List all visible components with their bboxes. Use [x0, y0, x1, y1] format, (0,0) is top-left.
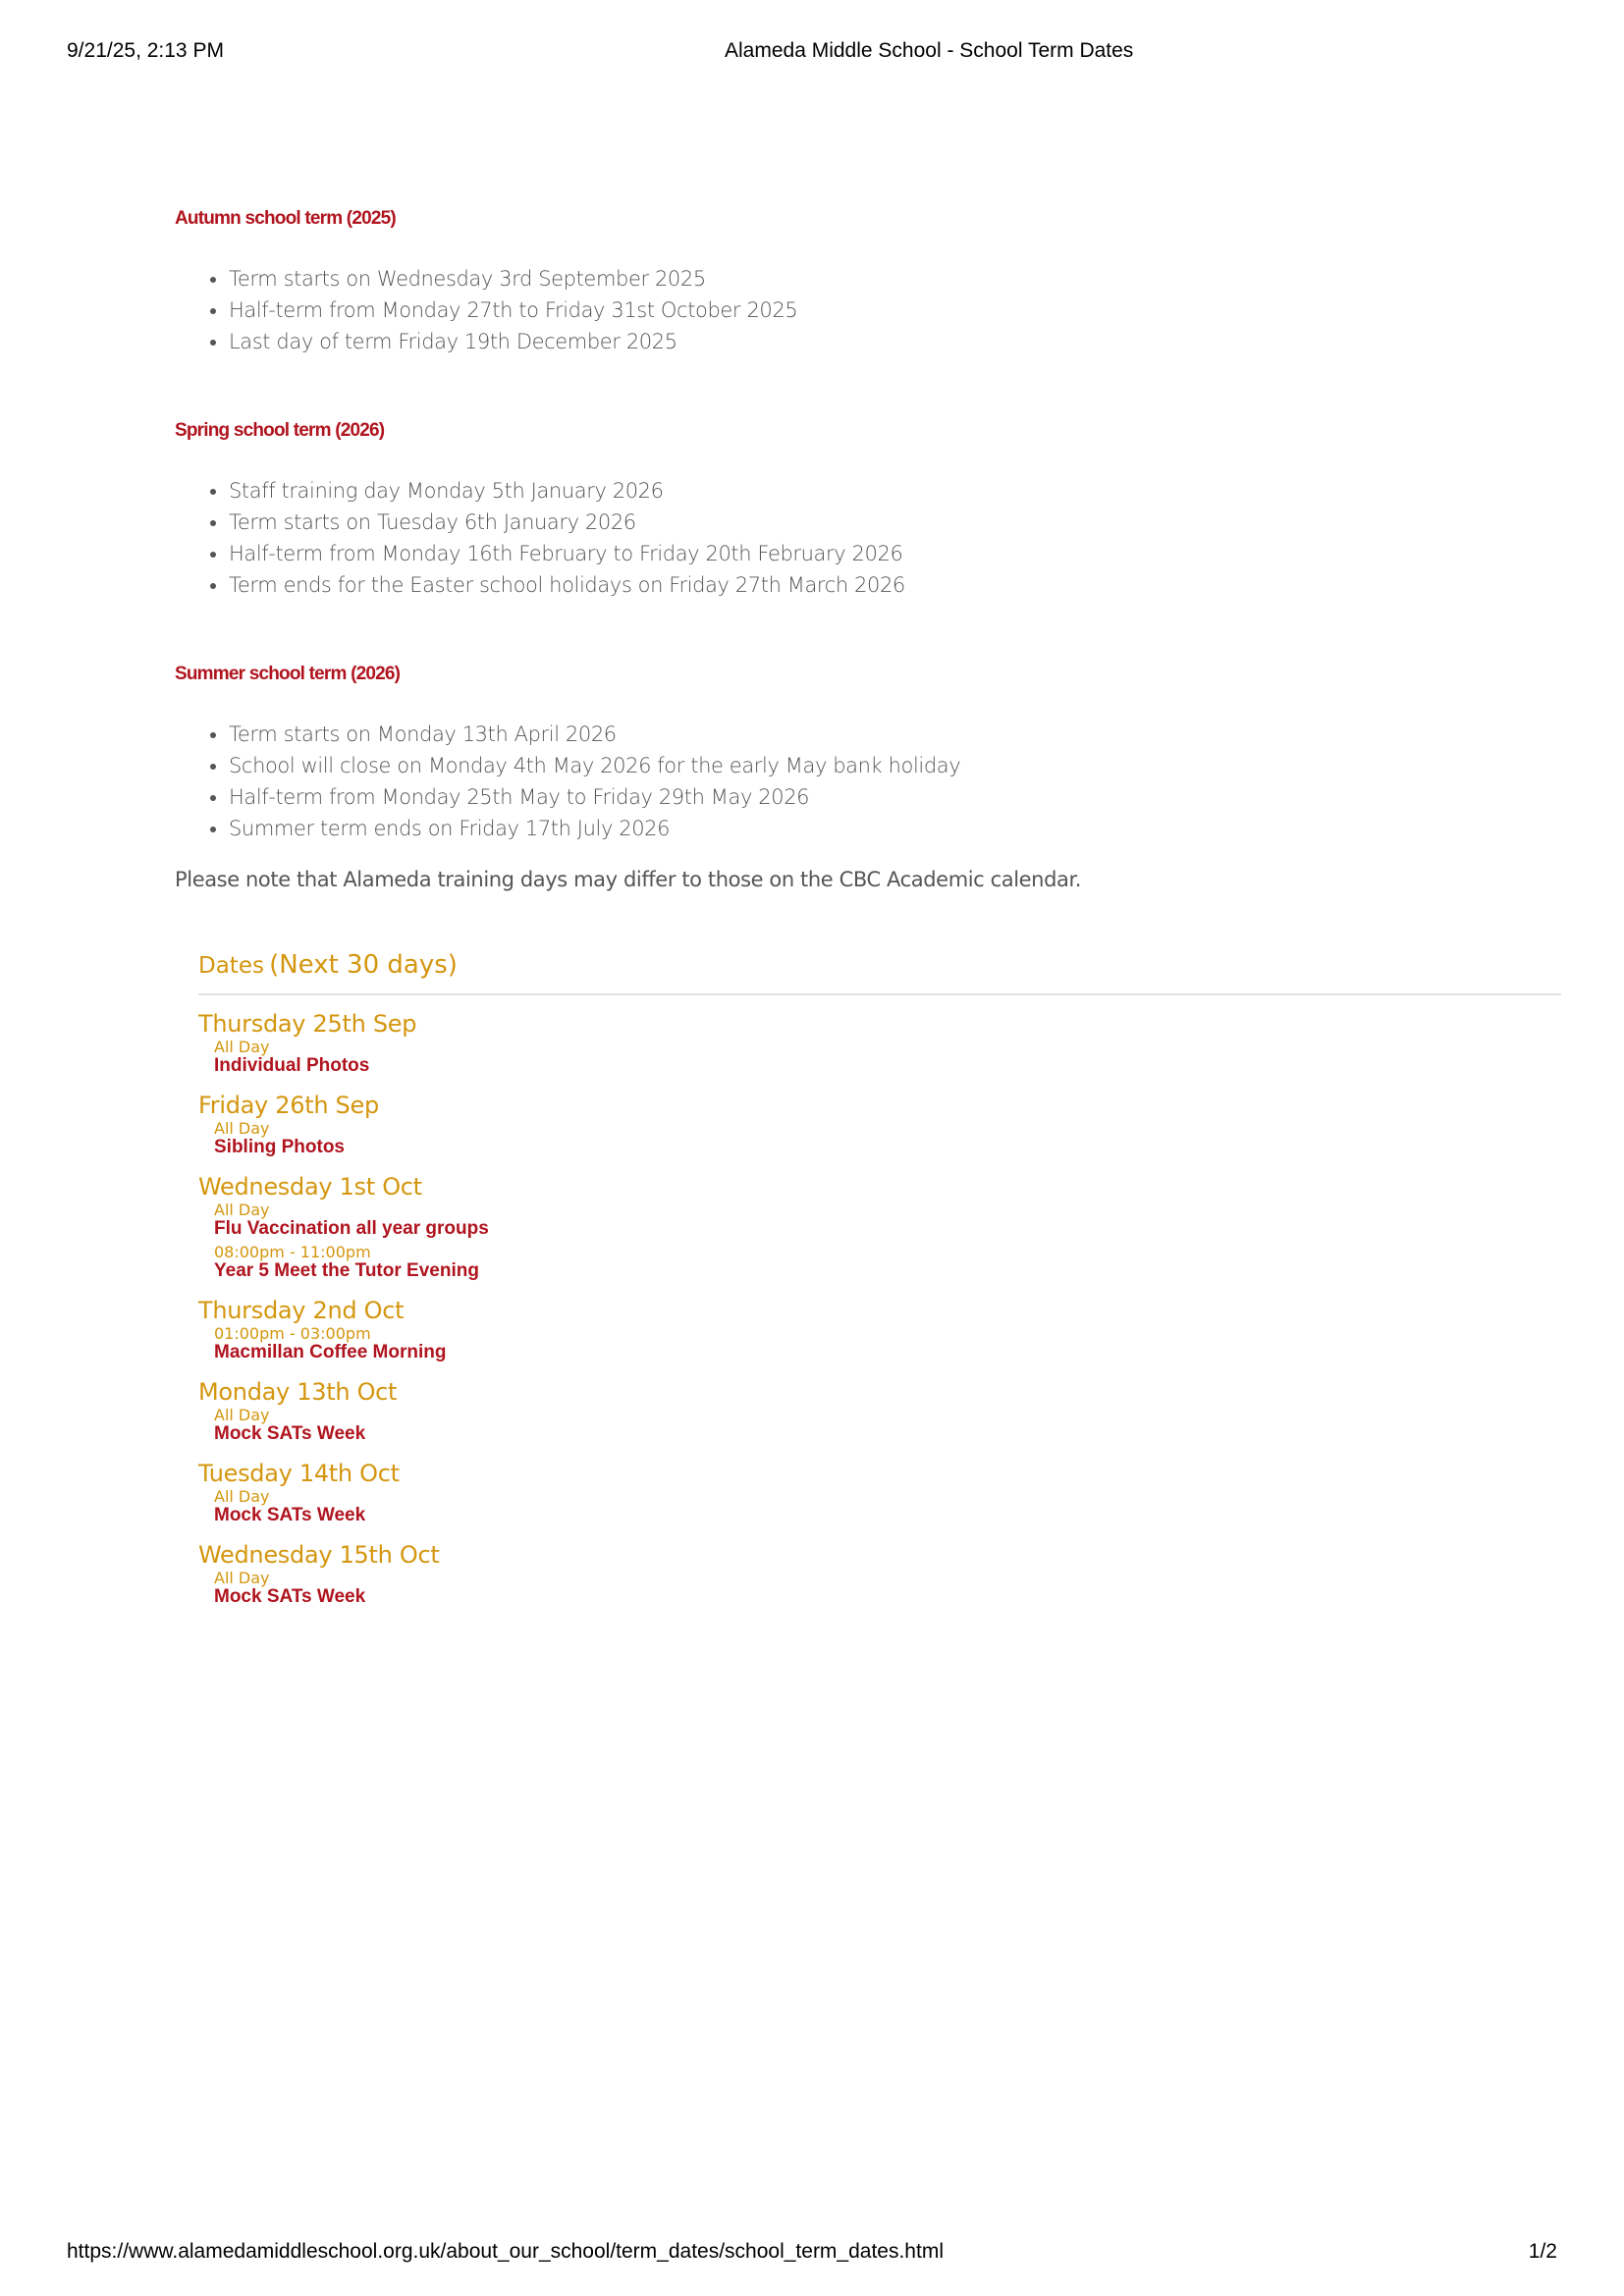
print-datetime: 9/21/25, 2:13 PM [67, 39, 224, 62]
list-item: • Summer term ends on Friday 17th July 2026 [229, 813, 1569, 844]
dates-panel-heading [198, 950, 1561, 995]
calendar-event[interactable] [198, 1488, 1561, 1526]
date-group [198, 1377, 1561, 1445]
training-days-note: Please note that Alameda training days may differ to those on the CBC Academic calendar. [175, 868, 1082, 891]
list-item: • Term starts on Tuesday 6th January 2026 [229, 507, 1569, 538]
list-item: • Last day of term Friday 19th December 2025 [229, 326, 1569, 357]
print-footer [67, 2240, 1557, 2269]
date-title: Friday 26th Sep [198, 1092, 379, 1119]
term-summer [175, 658, 1569, 844]
print-page-title: Alameda Middle School - School Term Dates [725, 39, 1134, 62]
dates-heading-word: Dates [198, 953, 264, 979]
event-name-link[interactable]: Flu Vaccination all year groups [214, 1218, 489, 1239]
event-name-link[interactable]: Sibling Photos [214, 1137, 345, 1157]
list-item: • Term ends for the Easter school holidays on Friday 27th March 2026 [229, 569, 1569, 601]
print-header [67, 39, 1557, 69]
event-time: All Day [214, 1487, 270, 1506]
date-title: Tuesday 14th Oct [198, 1460, 400, 1487]
date-group [198, 1009, 1561, 1077]
calendar-event[interactable] [198, 1570, 1561, 1608]
list-item: • Staff training day Monday 5th January 2026 [229, 475, 1569, 507]
calendar-event[interactable] [198, 1201, 1561, 1240]
dates-heading-range: (Next 30 days) [269, 950, 458, 980]
event-time: All Day [214, 1119, 270, 1138]
list-item: • Term starts on Monday 13th April 2026 [229, 719, 1569, 750]
event-name-link[interactable]: Macmillan Coffee Morning [214, 1342, 447, 1362]
event-time: All Day [214, 1406, 270, 1424]
date-title: Wednesday 1st Oct [198, 1173, 422, 1201]
date-title: Thursday 25th Sep [198, 1010, 417, 1038]
date-group [198, 1296, 1561, 1363]
term-list [175, 475, 1569, 601]
term-spring [175, 414, 1569, 601]
term-dates-content [175, 202, 1569, 895]
list-item: • School will close on Monday 4th May 2026 for the early May bank holiday [229, 750, 1569, 781]
date-title: Thursday 2nd Oct [198, 1297, 405, 1324]
event-time: All Day [214, 1569, 270, 1587]
page-number: 1/2 [1528, 2240, 1557, 2263]
term-heading: Autumn school term (2025) [175, 208, 396, 229]
event-name-link[interactable]: Year 5 Meet the Tutor Evening [214, 1260, 479, 1281]
date-group [198, 1091, 1561, 1158]
calendar-event[interactable] [198, 1325, 1561, 1363]
event-time: All Day [214, 1201, 270, 1219]
event-name-link[interactable]: Individual Photos [214, 1055, 370, 1076]
term-autumn [175, 202, 1569, 357]
date-title: Wednesday 15th Oct [198, 1541, 440, 1569]
term-list [175, 263, 1569, 357]
date-title: Monday 13th Oct [198, 1378, 398, 1406]
event-name-link[interactable]: Mock SATs Week [214, 1423, 366, 1444]
date-group [198, 1540, 1561, 1608]
event-time: 08:00pm - 11:00pm [214, 1243, 371, 1261]
calendar-event[interactable] [198, 1120, 1561, 1158]
page-url: https://www.alamedamiddleschool.org.uk/about_our_school/term_dates/school_term_dates.html [67, 2240, 944, 2263]
upcoming-dates-panel [198, 950, 1561, 1608]
calendar-event[interactable] [198, 1244, 1561, 1282]
calendar-event[interactable] [198, 1039, 1561, 1077]
date-group [198, 1172, 1561, 1282]
calendar-event[interactable] [198, 1407, 1561, 1445]
date-group [198, 1459, 1561, 1526]
term-heading: Spring school term (2026) [175, 420, 385, 441]
list-item: • Half-term from Monday 25th May to Friday 29th May 2026 [229, 781, 1569, 813]
list-item: • Half-term from Monday 16th February to Friday 20th February 2026 [229, 538, 1569, 569]
event-time: All Day [214, 1038, 270, 1056]
list-item: • Half-term from Monday 27th to Friday 31st October 2025 [229, 294, 1569, 326]
event-name-link[interactable]: Mock SATs Week [214, 1586, 366, 1607]
term-heading: Summer school term (2026) [175, 664, 401, 684]
event-name-link[interactable]: Mock SATs Week [214, 1505, 366, 1525]
event-time: 01:00pm - 03:00pm [214, 1324, 371, 1343]
term-list [175, 719, 1569, 844]
list-item: • Term starts on Wednesday 3rd September 2025 [229, 263, 1569, 294]
